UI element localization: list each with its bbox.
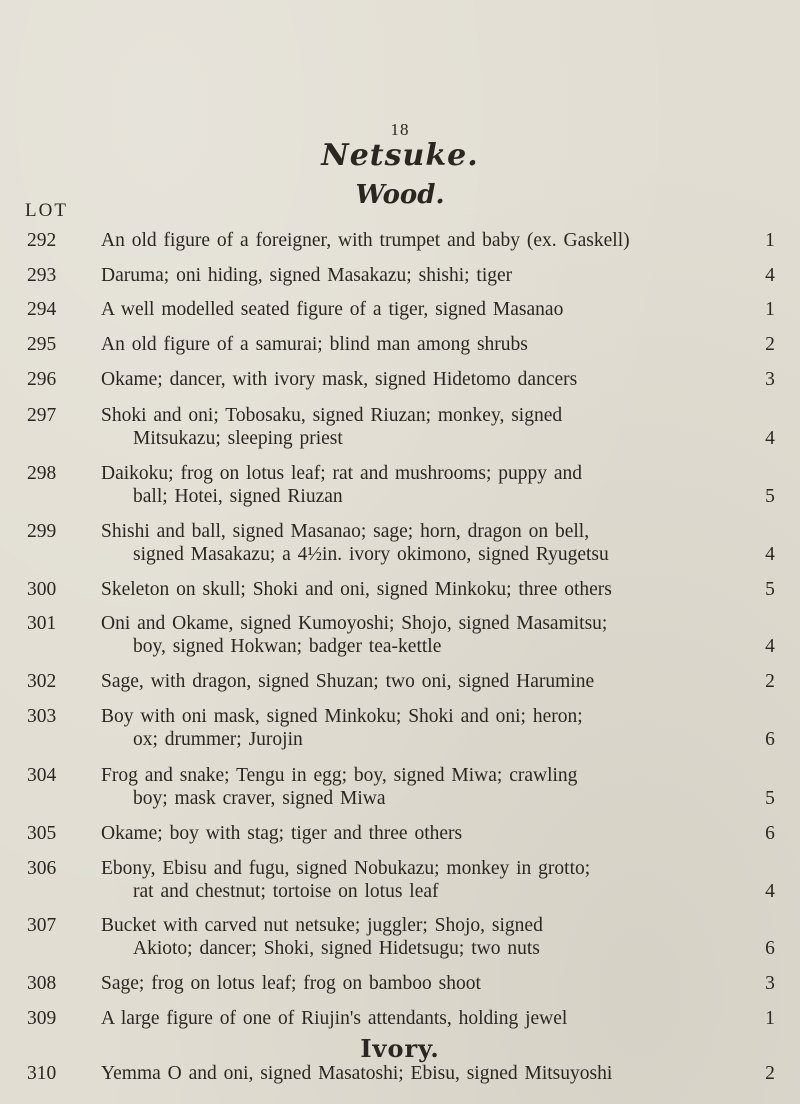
lot-number: 294 <box>27 299 57 320</box>
lot-number: 305 <box>27 823 57 844</box>
lot-description <box>101 520 751 566</box>
lot-description-line: Okame; dancer, with ivory mask, signed Hidetomo dancers <box>101 369 578 390</box>
lot-number: 301 <box>27 613 57 634</box>
lot-quantity: 6 <box>765 823 775 844</box>
lot-number: 298 <box>27 463 57 484</box>
lot-number: 304 <box>27 765 57 786</box>
lot-number: 309 <box>27 1008 57 1029</box>
lot-description-line: Skeleton on skull; Shoki and oni, signed Minkoku; three others <box>101 579 612 600</box>
lot-description-line: Sage, with dragon, signed Shuzan; two oni, signed Harumine <box>101 671 595 692</box>
lot-description-continuation: boy, signed Hokwan; badger tea-kettle <box>133 636 442 657</box>
lot-description-continuation: signed Masakazu; a 4½in. ivory okimono, signed Ryugetsu <box>133 544 609 565</box>
lot-description-line: An old figure of a foreigner, with trumpet and baby (ex. Gaskell) <box>101 230 630 251</box>
lot-description <box>101 822 751 845</box>
section-title-netsuke: Netsuke. <box>321 138 479 173</box>
lot-description-line: Oni and Okame, signed Kumoyoshi; Shojo, signed Masamitsu; <box>101 613 608 634</box>
lot-description-line: Daikoku; frog on lotus leaf; rat and mushrooms; puppy and <box>101 463 583 484</box>
lot-description-line: Okame; boy with stag; tiger and three others <box>101 823 463 844</box>
lot-description-line: A well modelled seated figure of a tiger, signed Masanao <box>101 299 564 320</box>
lot-description <box>101 914 751 960</box>
lot-description-line: Bucket with carved nut netsuke; juggler; Shojo, signed <box>101 915 543 936</box>
lot-description <box>101 612 751 658</box>
lot-description-line: Shoki and oni; Tobosaku, signed Riuzan; monkey, signed <box>101 405 563 426</box>
lot-quantity: 1 <box>765 1008 775 1029</box>
lot-quantity: 6 <box>765 938 775 959</box>
lot-description <box>101 764 751 810</box>
lot-column-header: LOT <box>25 200 68 221</box>
lot-quantity: 3 <box>765 369 775 390</box>
lot-number: 297 <box>27 405 57 426</box>
lot-number: 307 <box>27 915 57 936</box>
lot-description-continuation: Akioto; dancer; Shoki, signed Hidetsugu; two nuts <box>133 938 540 959</box>
lot-quantity: 1 <box>765 299 775 320</box>
lot-number: 293 <box>27 265 57 286</box>
lot-description-continuation: rat and chestnut; tortoise on lotus leaf <box>133 881 439 902</box>
lot-description-line: Shishi and ball, signed Masanao; sage; horn, dragon on bell, <box>101 521 590 542</box>
lot-quantity: 5 <box>765 788 775 809</box>
lot-description-line: Ebony, Ebisu and fugu, signed Nobukazu; monkey in grotto; <box>101 858 591 879</box>
lot-description <box>101 404 751 450</box>
lot-quantity: 6 <box>765 729 775 750</box>
lot-description-line: Boy with oni mask, signed Minkoku; Shoki and oni; heron; <box>101 706 583 727</box>
lot-description <box>101 333 751 356</box>
lot-description-line: An old figure of a samurai; blind man among shrubs <box>101 334 528 355</box>
lot-description <box>101 857 751 903</box>
lot-description <box>101 264 751 287</box>
lot-description <box>101 1007 751 1030</box>
lot-description-continuation: Mitsukazu; sleeping priest <box>133 428 343 449</box>
lot-description <box>101 462 751 508</box>
lot-number: 292 <box>27 230 57 251</box>
lot-description-line: Daruma; oni hiding, signed Masakazu; shishi; tiger <box>101 265 513 286</box>
lot-number: 299 <box>27 521 57 542</box>
lot-description <box>101 705 751 751</box>
lot-quantity: 1 <box>765 230 775 251</box>
lot-description <box>101 578 751 601</box>
lot-number: 296 <box>27 369 57 390</box>
section-title-wood: Wood. <box>355 180 445 210</box>
lot-description <box>101 1062 751 1085</box>
lot-description-continuation: ox; drummer; Jurojin <box>133 729 303 750</box>
lot-number: 310 <box>27 1063 57 1084</box>
lot-number: 295 <box>27 334 57 355</box>
lot-quantity: 4 <box>765 544 775 565</box>
lot-description <box>101 229 751 252</box>
lot-quantity: 4 <box>765 428 775 449</box>
lot-description <box>101 298 751 321</box>
lot-number: 308 <box>27 973 57 994</box>
lot-number: 306 <box>27 858 57 879</box>
lot-quantity: 2 <box>765 1063 775 1084</box>
lot-quantity: 5 <box>765 486 775 507</box>
lot-number: 300 <box>27 579 57 600</box>
section-title-ivory: Ivory. <box>360 1034 440 1063</box>
lot-description-line: Yemma O and oni, signed Masatoshi; Ebisu, signed Mitsuyoshi <box>101 1063 613 1084</box>
lot-number: 303 <box>27 706 57 727</box>
lot-quantity: 3 <box>765 973 775 994</box>
lot-quantity: 2 <box>765 334 775 355</box>
lot-description <box>101 972 751 995</box>
lot-quantity: 2 <box>765 671 775 692</box>
page-number: 18 <box>390 120 410 139</box>
lot-description-line: Frog and snake; Tengu in egg; boy, signed Miwa; crawling <box>101 765 578 786</box>
lot-quantity: 5 <box>765 579 775 600</box>
lot-description <box>101 368 751 391</box>
lot-quantity: 4 <box>765 881 775 902</box>
lot-description-continuation: ball; Hotei, signed Riuzan <box>133 486 343 507</box>
lot-description-continuation: boy; mask craver, signed Miwa <box>133 788 386 809</box>
lot-description-line: A large figure of one of Riujin's attendants, holding jewel <box>101 1008 568 1029</box>
lot-quantity: 4 <box>765 265 775 286</box>
lot-description-line: Sage; frog on lotus leaf; frog on bamboo shoot <box>101 973 481 994</box>
lot-description <box>101 670 751 693</box>
lot-number: 302 <box>27 671 57 692</box>
lot-quantity: 4 <box>765 636 775 657</box>
